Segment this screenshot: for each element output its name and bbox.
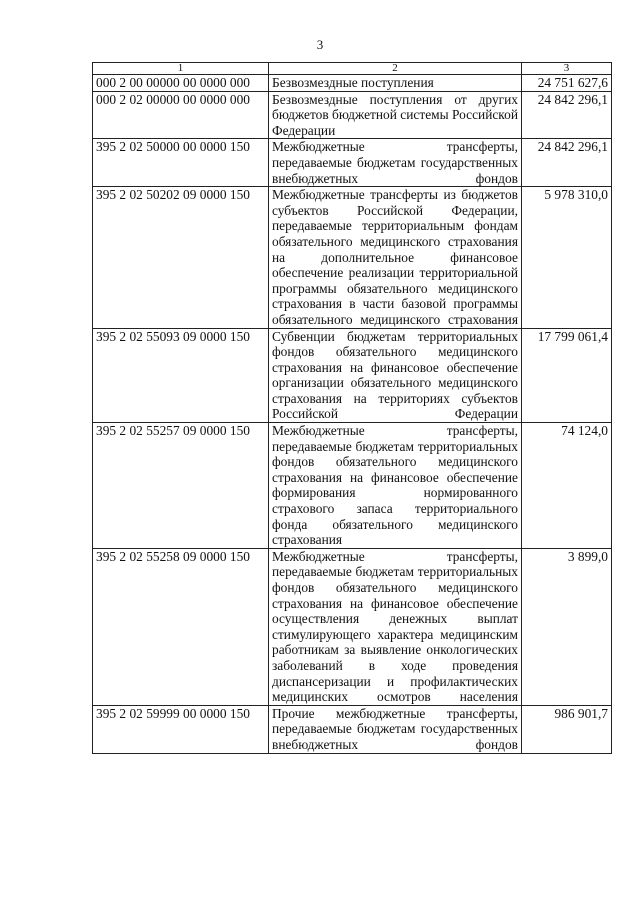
revenue-name: Безвозмездные поступления bbox=[269, 75, 522, 92]
revenue-name: Безвозмездные поступления от других бюджетов бюджетной системы Российской Федерации bbox=[269, 91, 522, 139]
budget-code: 395 2 02 55258 09 0000 150 bbox=[93, 548, 269, 705]
budget-code: 395 2 02 50202 09 0000 150 bbox=[93, 187, 269, 328]
table-row bbox=[93, 705, 612, 753]
table-row bbox=[93, 548, 612, 705]
column-number-row bbox=[93, 63, 612, 75]
page-number: 3 bbox=[316, 37, 324, 52]
column-number-1: 1 bbox=[93, 63, 269, 75]
revenue-name: Межбюджетные трансферты из бюджетов субъектов Российской Федерации, передаваемые территориальным фондам обязательного медицинского страхования на дополнительное финансовое обеспечение реализации территориальной программы обязательного медицинского страхования в части базовой программы обязательного медицинского страхования bbox=[269, 187, 522, 328]
amount: 3 899,0 bbox=[522, 548, 612, 705]
revenue-table bbox=[92, 62, 612, 754]
amount: 17 799 061,4 bbox=[522, 328, 612, 423]
budget-code: 395 2 02 59999 00 0000 150 bbox=[93, 705, 269, 753]
table-row bbox=[93, 328, 612, 423]
amount: 74 124,0 bbox=[522, 423, 612, 549]
revenue-name: Прочие межбюджетные трансферты, передаваемые бюджетам государственных внебюджетных фондов bbox=[269, 705, 522, 753]
table-row bbox=[93, 187, 612, 328]
amount: 24 842 296,1 bbox=[522, 139, 612, 187]
column-number-2: 2 bbox=[269, 63, 522, 75]
column-number-3: 3 bbox=[522, 63, 612, 75]
revenue-name: Межбюджетные трансферты, передаваемые бюджетам государственных внебюджетных фондов bbox=[269, 139, 522, 187]
budget-code: 395 2 02 55257 09 0000 150 bbox=[93, 423, 269, 549]
amount: 24 842 296,1 bbox=[522, 91, 612, 139]
table-row bbox=[93, 91, 612, 139]
table-row bbox=[93, 75, 612, 92]
amount: 986 901,7 bbox=[522, 705, 612, 753]
table-row bbox=[93, 139, 612, 187]
budget-code: 000 2 00 00000 00 0000 000 bbox=[93, 75, 269, 92]
budget-code: 000 2 02 00000 00 0000 000 bbox=[93, 91, 269, 139]
revenue-name: Субвенции бюджетам территориальных фондов обязательного медицинского страхования на финансовое обеспечение организации обязательного медицинского страхования на территориях субъектов Российской Федерации bbox=[269, 328, 522, 423]
revenue-name: Межбюджетные трансферты, передаваемые бюджетам территориальных фондов обязательного медицинского страхования на финансовое обеспечение формирования нормированного страхового запаса территориального фонда обязательного медицинского страхования bbox=[269, 423, 522, 549]
amount: 5 978 310,0 bbox=[522, 187, 612, 328]
budget-code: 395 2 02 50000 00 0000 150 bbox=[93, 139, 269, 187]
budget-code: 395 2 02 55093 09 0000 150 bbox=[93, 328, 269, 423]
revenue-name: Межбюджетные трансферты, передаваемые бюджетам территориальных фондов обязательного медицинского страхования на финансовое обеспечение осуществления денежных выплат стимулирующего характера медицинским работникам за выявление онкологических заболеваний в ходе проведения диспансеризации и профилактических медицинских осмотров населения bbox=[269, 548, 522, 705]
amount: 24 751 627,6 bbox=[522, 75, 612, 92]
table-row bbox=[93, 423, 612, 549]
